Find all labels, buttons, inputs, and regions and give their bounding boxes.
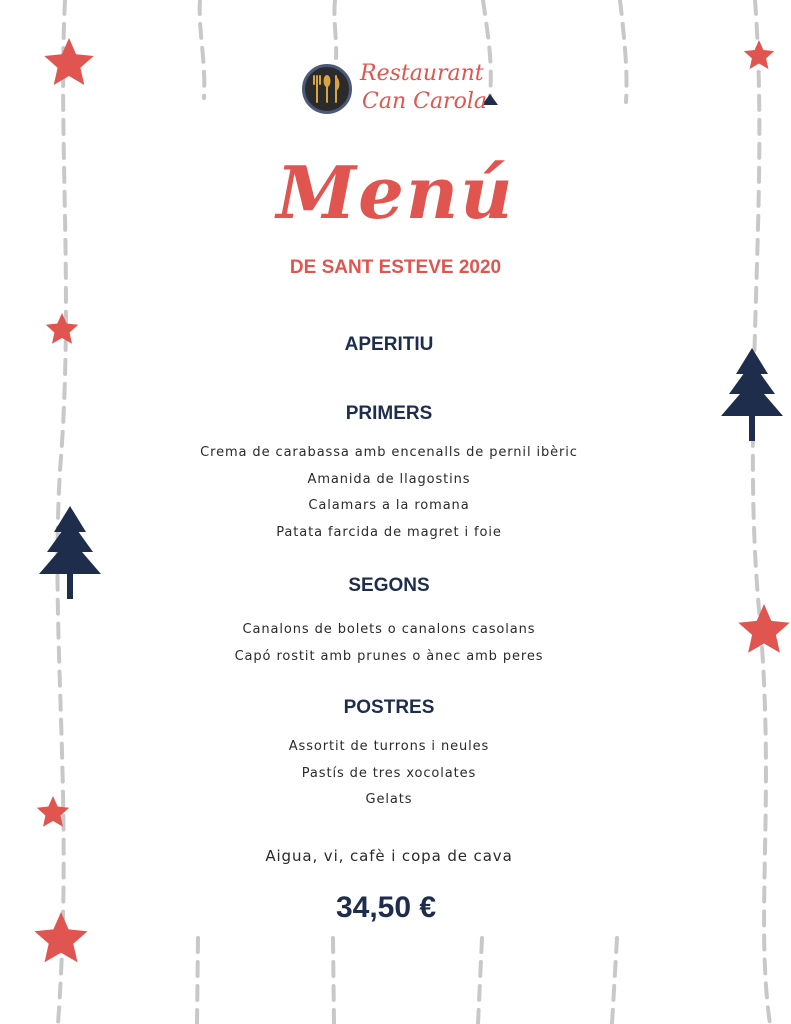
- section-heading-segons: SEGONS: [348, 575, 430, 596]
- cutlery-icon: [302, 64, 352, 114]
- postres-list: [0, 734, 778, 814]
- restaurant-logo: [302, 60, 502, 124]
- menu-item: Gelats: [365, 792, 413, 807]
- christmas-tree-icon: [721, 348, 783, 441]
- menu-item: Crema de carabassa amb encenalls de pernil ibèric: [200, 445, 578, 460]
- menu-title: Menú: [276, 150, 515, 235]
- section-heading-aperitiu: APERITIU: [344, 334, 434, 355]
- section-heading-postres: POSTRES: [343, 697, 435, 718]
- menu-item: Pastís de tres xocolates: [301, 765, 477, 781]
- menu-subtitle: DE SANT ESTEVE 2020: [289, 257, 502, 278]
- section-heading-primers: PRIMERS: [345, 403, 433, 424]
- restaurant-name-line2: Can Carola: [362, 89, 487, 114]
- star-icon: [44, 38, 93, 85]
- menu-item: Calamars a la romana: [308, 498, 470, 513]
- menu-item: Assortit de turrons i neules: [288, 739, 490, 754]
- menu-item: Canalons de bolets o canalons casolans: [242, 622, 536, 637]
- restaurant-name-line1: Restaurant: [360, 61, 484, 86]
- primers-list: [0, 440, 778, 546]
- restaurant-name: [360, 60, 487, 116]
- segons-list: [0, 617, 778, 670]
- menu-item: Patata farcida de magret i foie: [276, 524, 502, 540]
- menu-price: 34,50 €: [335, 891, 437, 924]
- included-drinks: Aigua, vi, cafè i copa de cava: [265, 847, 513, 865]
- menu-item: Capó rostit amb prunes o ànec amb peres: [234, 648, 544, 664]
- menu-item: Amanida de llagostins: [307, 471, 471, 487]
- star-icon: [744, 40, 774, 69]
